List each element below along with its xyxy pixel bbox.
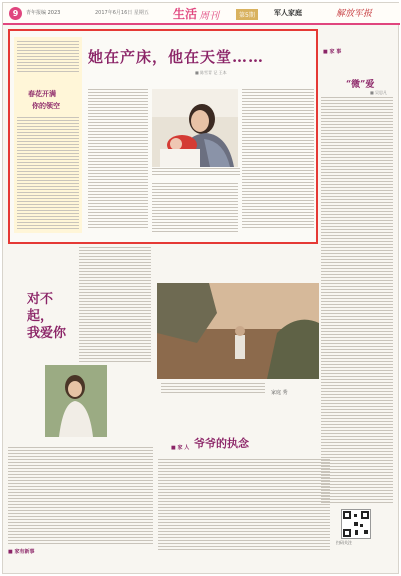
side-box [14, 37, 82, 233]
micro-love-byline: ■ 吴思凡 [370, 90, 388, 95]
micro-love-title: “微”爱 [346, 80, 375, 90]
qr-code[interactable] [341, 509, 371, 539]
brand-main: 生活 [173, 7, 198, 21]
main-story[interactable] [8, 29, 318, 244]
story-byline: ■ 陈雪青 记 王本 [195, 70, 227, 75]
issue-badge: 第5期 [236, 9, 258, 20]
soldier-illustration [157, 283, 319, 379]
story-column-1 [88, 89, 148, 230]
right-column-text [321, 97, 393, 505]
qr-code-icon [342, 510, 370, 538]
side-title-2: 你的领空 [32, 101, 60, 110]
intro-text [17, 41, 79, 79]
page-header [3, 3, 400, 25]
issue-date: 2017年6月16日 星期五 [95, 10, 149, 16]
side-text [17, 117, 79, 231]
story-column-3 [242, 89, 314, 230]
sorry-title-line-2: 我爱你 [27, 326, 67, 341]
lower-left-text-2 [8, 447, 153, 546]
girl-photo [45, 365, 107, 437]
grandpa-title: 爷爷的执念 [194, 437, 249, 450]
newspaper-page [2, 2, 399, 574]
page-number: 9 [9, 7, 22, 20]
soldier-photo [157, 283, 319, 379]
qr-label: 扫码关注 [336, 540, 352, 545]
story-headline: 她在产床，他在天堂…… [88, 48, 265, 66]
brand-sub: 周刊 [199, 11, 219, 22]
photo-caption [152, 168, 240, 180]
mother-baby-photo [152, 89, 238, 167]
section-name: 军人家庭 [274, 9, 302, 17]
family-news-tag: ■ 家有新事 [8, 549, 35, 555]
girl-illustration [45, 365, 107, 437]
sorry-title-line-1: 对不起， [27, 292, 54, 324]
soldier-caption [161, 383, 265, 395]
family-affairs-heading: ■ 家 事 [323, 49, 342, 55]
newspaper-logo: 解放军报 [336, 9, 373, 19]
family-heading: ■ 家 人 [171, 445, 190, 451]
family-show-label: 家庭 秀 [271, 390, 288, 396]
paper-name: 青年报编 2023 [26, 10, 61, 16]
grandpa-text [158, 459, 330, 552]
side-title-1: 春花开满 [28, 89, 56, 98]
header-rule [3, 23, 400, 25]
story-column-2 [152, 183, 238, 234]
lower-left-text-1 [79, 247, 151, 364]
photo-illustration [152, 89, 238, 167]
